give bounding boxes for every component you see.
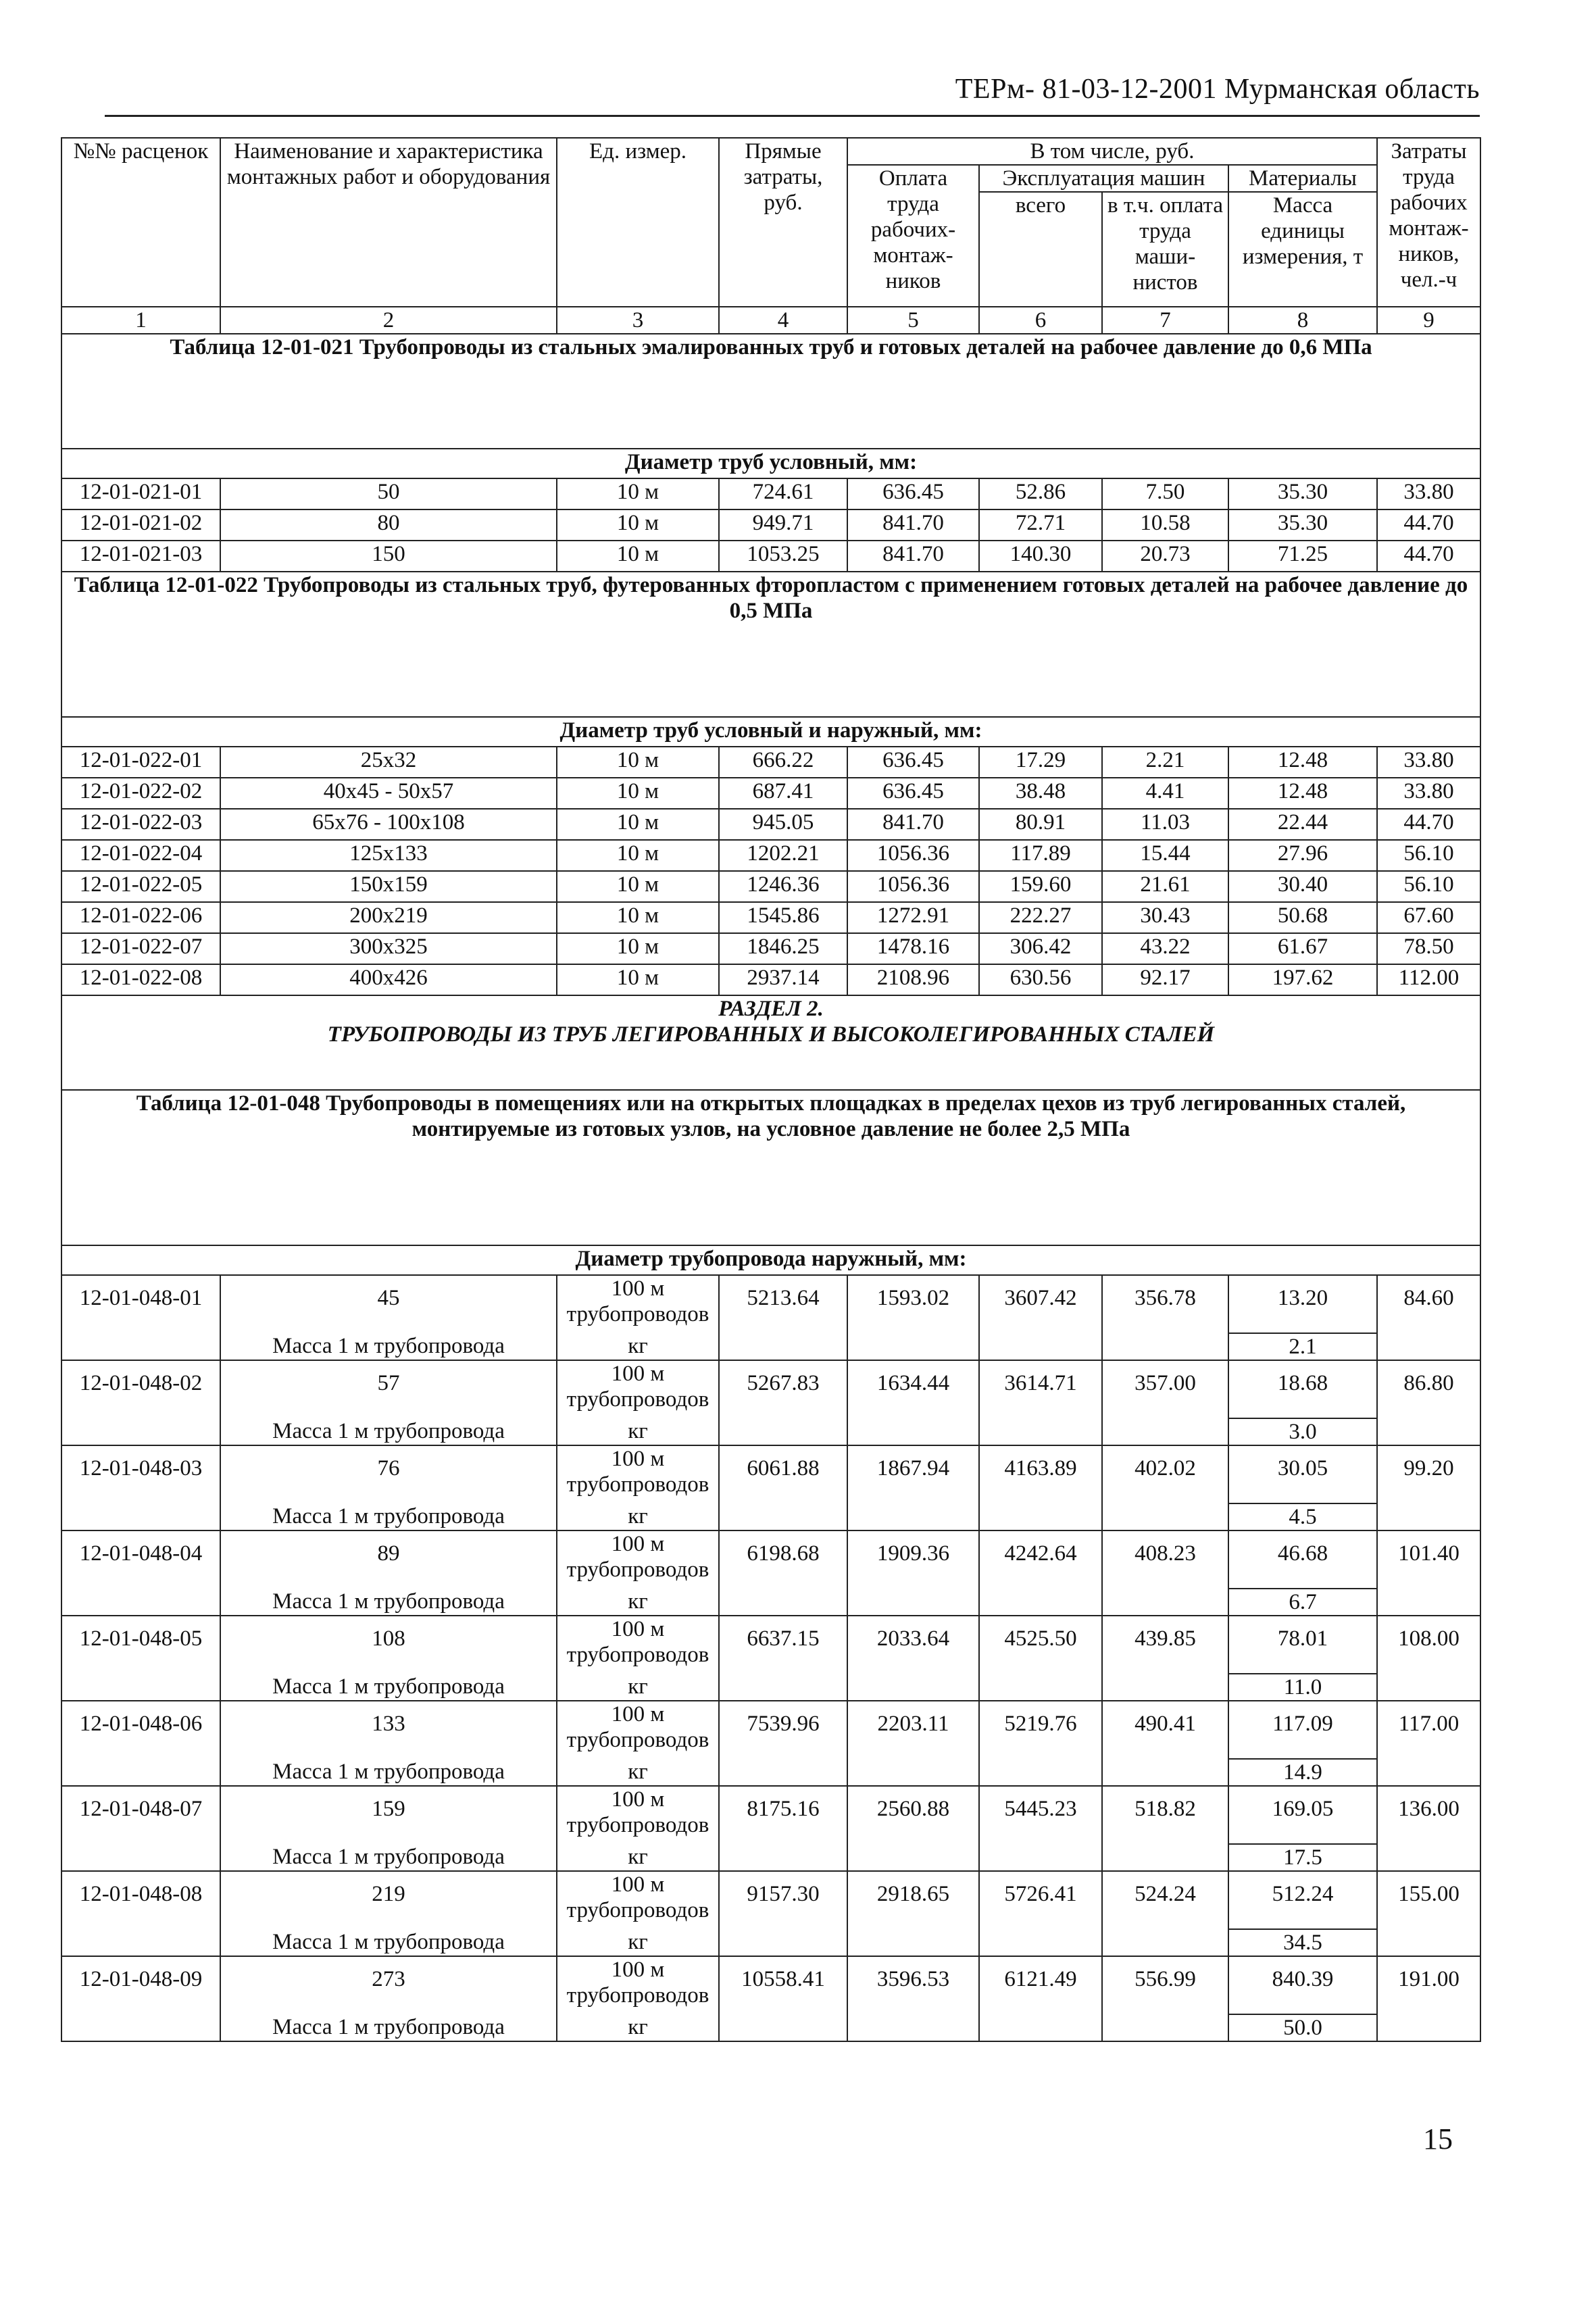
unit: 10 м: [557, 509, 719, 541]
labor-cost: 191.00: [1377, 1956, 1480, 2041]
unit: 100 м трубопроводов: [557, 1956, 719, 2014]
unit: 10 м: [557, 871, 719, 902]
section-subtitle: ТРУБОПРОВОДЫ ИЗ ТРУБ ЛЕГИРОВАННЫХ И ВЫСОКОЛЕГИРОВАННЫХ СТАЛЕЙ: [327, 1022, 1215, 1047]
mass-label: Масса 1 м трубопровода: [220, 1589, 557, 1616]
rate-code: 12-01-048-06: [61, 1701, 220, 1786]
direct-cost: 2937.14: [719, 964, 847, 995]
worker-wages: 1867.94: [847, 1445, 979, 1530]
mass-unit: 30.40: [1228, 871, 1377, 902]
pipe-diameter: 108: [220, 1616, 557, 1674]
unit: 100 м трубопроводов: [557, 1275, 719, 1333]
worker-wages: 636.45: [847, 778, 979, 809]
table-row: [61, 1871, 1480, 1929]
operator-wages: 92.17: [1102, 964, 1228, 995]
table-row: [61, 840, 1480, 871]
mass-unit: 27.96: [1228, 840, 1377, 871]
mass-unit: 512.24: [1228, 1871, 1377, 1929]
header-row-1: [61, 138, 1480, 165]
column-number: 9: [1377, 307, 1480, 334]
worker-wages: 1272.91: [847, 902, 979, 933]
labor-cost: 84.60: [1377, 1275, 1480, 1360]
column-number: 6: [979, 307, 1102, 334]
mass-label: Масса 1 м трубопровода: [220, 1844, 557, 1871]
worker-wages: 1593.02: [847, 1275, 979, 1360]
col-machines-total-header: всего: [979, 192, 1102, 307]
section-row: [61, 995, 1480, 1090]
worker-wages: 1056.36: [847, 840, 979, 871]
operator-wages: 21.61: [1102, 871, 1228, 902]
worker-wages: 636.45: [847, 747, 979, 778]
worker-wages: 2108.96: [847, 964, 979, 995]
pipe-diameter: 133: [220, 1701, 557, 1759]
worker-wages: 2918.65: [847, 1871, 979, 1956]
unit: 100 м трубопроводов: [557, 1871, 719, 1929]
table-row: [61, 778, 1480, 809]
direct-cost: 6198.68: [719, 1530, 847, 1616]
labor-cost: 108.00: [1377, 1616, 1480, 1701]
rate-code: 12-01-021-03: [61, 541, 220, 572]
rate-code: 12-01-048-09: [61, 1956, 220, 2041]
mass-label: Масса 1 м трубопровода: [220, 2014, 557, 2041]
direct-cost: 1053.25: [719, 541, 847, 572]
pipe-diameter: 57: [220, 1360, 557, 1418]
mass-unit-label: кг: [557, 1929, 719, 1956]
operator-wages: 524.24: [1102, 1871, 1228, 1956]
column-number: 5: [847, 307, 979, 334]
unit: 10 м: [557, 902, 719, 933]
direct-cost: 666.22: [719, 747, 847, 778]
mass-unit: 35.30: [1228, 509, 1377, 541]
unit: 100 м трубопроводов: [557, 1701, 719, 1759]
table-row: [61, 933, 1480, 964]
col-mass-header: Масса единицы измерения, т: [1228, 192, 1377, 307]
worker-wages: 1478.16: [847, 933, 979, 964]
pipe-mass: 2.1: [1228, 1333, 1377, 1360]
col-operators-wages-header: в т.ч. оплата труда маши-нистов: [1102, 192, 1228, 307]
unit: 100 м трубопроводов: [557, 1616, 719, 1674]
labor-cost: 33.80: [1377, 778, 1480, 809]
work-name: 50: [220, 478, 557, 509]
direct-cost: 687.41: [719, 778, 847, 809]
mass-unit-label: кг: [557, 1844, 719, 1871]
unit: 10 м: [557, 964, 719, 995]
machines-total: 5726.41: [979, 1871, 1102, 1956]
pipe-mass: 50.0: [1228, 2014, 1377, 2041]
column-number: 7: [1102, 307, 1228, 334]
work-name: 65x76 - 100x108: [220, 809, 557, 840]
mass-unit-label: кг: [557, 1503, 719, 1530]
rate-code: 12-01-048-03: [61, 1445, 220, 1530]
operator-wages: 408.23: [1102, 1530, 1228, 1616]
direct-cost: 1846.25: [719, 933, 847, 964]
labor-cost: 78.50: [1377, 933, 1480, 964]
direct-cost: 5267.83: [719, 1360, 847, 1445]
table-caption-row: [61, 1090, 1480, 1245]
column-number-row: [61, 307, 1480, 334]
rate-code: 12-01-048-05: [61, 1616, 220, 1701]
pipe-mass: 11.0: [1228, 1674, 1377, 1701]
labor-cost: 117.00: [1377, 1701, 1480, 1786]
unit: 10 м: [557, 747, 719, 778]
labor-cost: 56.10: [1377, 871, 1480, 902]
table-row: [61, 1275, 1480, 1333]
operator-wages: 357.00: [1102, 1360, 1228, 1445]
labor-cost: 44.70: [1377, 809, 1480, 840]
rate-code: 12-01-022-05: [61, 871, 220, 902]
mass-unit: 50.68: [1228, 902, 1377, 933]
column-number: 1: [61, 307, 220, 334]
rate-code: 12-01-021-02: [61, 509, 220, 541]
machines-total: 159.60: [979, 871, 1102, 902]
column-number: 3: [557, 307, 719, 334]
mass-unit: 18.68: [1228, 1360, 1377, 1418]
operator-wages: 2.21: [1102, 747, 1228, 778]
section-title: РАЗДЕЛ 2.: [718, 997, 824, 1021]
work-name: 400x426: [220, 964, 557, 995]
pipe-diameter: 76: [220, 1445, 557, 1503]
machines-total: 5219.76: [979, 1701, 1102, 1786]
machines-total: 140.30: [979, 541, 1102, 572]
subheader-row: [61, 1245, 1480, 1275]
mass-unit: 169.05: [1228, 1786, 1377, 1844]
work-name: 200x219: [220, 902, 557, 933]
operator-wages: 356.78: [1102, 1275, 1228, 1360]
labor-cost: 44.70: [1377, 509, 1480, 541]
header-rule: [105, 115, 1480, 117]
mass-unit-label: кг: [557, 1333, 719, 1360]
labor-cost: 44.70: [1377, 541, 1480, 572]
unit: 100 м трубопроводов: [557, 1360, 719, 1418]
price-table: [61, 137, 1481, 2042]
unit: 10 м: [557, 778, 719, 809]
direct-cost: 949.71: [719, 509, 847, 541]
table-row: [61, 1701, 1480, 1759]
subheader-row: [61, 449, 1480, 478]
table-row: [61, 1445, 1480, 1503]
machines-total: 306.42: [979, 933, 1102, 964]
machines-total: 52.86: [979, 478, 1102, 509]
mass-unit-label: кг: [557, 1589, 719, 1616]
work-name: 40x45 - 50x57: [220, 778, 557, 809]
direct-cost: 945.05: [719, 809, 847, 840]
mass-label: Масса 1 м трубопровода: [220, 1674, 557, 1701]
operator-wages: 30.43: [1102, 902, 1228, 933]
operator-wages: 7.50: [1102, 478, 1228, 509]
pipe-mass: 17.5: [1228, 1844, 1377, 1871]
pipe-diameter: 219: [220, 1871, 557, 1929]
worker-wages: 841.70: [847, 509, 979, 541]
mass-unit: 197.62: [1228, 964, 1377, 995]
worker-wages: 841.70: [847, 541, 979, 572]
pipe-mass: 4.5: [1228, 1503, 1377, 1530]
work-name: 125x133: [220, 840, 557, 871]
pipe-diameter: 273: [220, 1956, 557, 2014]
direct-cost: 6061.88: [719, 1445, 847, 1530]
labor-cost: 33.80: [1377, 478, 1480, 509]
mass-unit: 13.20: [1228, 1275, 1377, 1333]
mass-unit: 840.39: [1228, 1956, 1377, 2014]
table-caption-row: [61, 572, 1480, 717]
work-name: 150: [220, 541, 557, 572]
table-row: [61, 1786, 1480, 1844]
table-row: [61, 902, 1480, 933]
table-row: [61, 747, 1480, 778]
machines-total: 117.89: [979, 840, 1102, 871]
subheader: Диаметр труб условный и наружный, мм:: [61, 717, 1480, 747]
mass-unit-label: кг: [557, 2014, 719, 2041]
direct-cost: 1246.36: [719, 871, 847, 902]
mass-unit: 46.68: [1228, 1530, 1377, 1589]
page-number: 15: [1423, 2122, 1453, 2156]
table-row: [61, 809, 1480, 840]
table-row: [61, 478, 1480, 509]
mass-label: Масса 1 м трубопровода: [220, 1759, 557, 1786]
pipe-diameter: 45: [220, 1275, 557, 1333]
operator-wages: 4.41: [1102, 778, 1228, 809]
work-name: 25x32: [220, 747, 557, 778]
rate-code: 12-01-048-07: [61, 1786, 220, 1871]
rate-code: 12-01-022-04: [61, 840, 220, 871]
unit: 10 м: [557, 541, 719, 572]
rate-code: 12-01-022-07: [61, 933, 220, 964]
direct-cost: 5213.64: [719, 1275, 847, 1360]
worker-wages: 636.45: [847, 478, 979, 509]
direct-cost: 6637.15: [719, 1616, 847, 1701]
rate-code: 12-01-021-01: [61, 478, 220, 509]
table-caption-row: [61, 334, 1480, 449]
unit: 10 м: [557, 478, 719, 509]
mass-label: Масса 1 м трубопровода: [220, 1503, 557, 1530]
mass-label: Масса 1 м трубопровода: [220, 1418, 557, 1445]
operator-wages: 15.44: [1102, 840, 1228, 871]
worker-wages: 841.70: [847, 809, 979, 840]
rate-code: 12-01-022-01: [61, 747, 220, 778]
table-row: [61, 964, 1480, 995]
worker-wages: 2033.64: [847, 1616, 979, 1701]
table-row: [61, 1956, 1480, 2014]
col-materials-header: Материалы: [1228, 165, 1377, 192]
pipe-mass: 14.9: [1228, 1759, 1377, 1786]
labor-cost: 155.00: [1377, 1871, 1480, 1956]
mass-unit-label: кг: [557, 1759, 719, 1786]
mass-label: Масса 1 м трубопровода: [220, 1333, 557, 1360]
mass-unit: 35.30: [1228, 478, 1377, 509]
subheader-row: [61, 717, 1480, 747]
machines-total: 5445.23: [979, 1786, 1102, 1871]
column-number: 8: [1228, 307, 1377, 334]
direct-cost: 7539.96: [719, 1701, 847, 1786]
table-caption: Таблица 12-01-048 Трубопроводы в помещениях или на открытых площадках в пределах цехов из труб легированных сталей, монтируемые из готовых узлов, на условное давление не более 2,5 МПа: [61, 1090, 1480, 1245]
machines-total: 80.91: [979, 809, 1102, 840]
column-number: 4: [719, 307, 847, 334]
work-name: 300x325: [220, 933, 557, 964]
operator-wages: 11.03: [1102, 809, 1228, 840]
machines-total: 630.56: [979, 964, 1102, 995]
mass-label: Масса 1 м трубопровода: [220, 1929, 557, 1956]
col-machines-header: Эксплуатация машин: [979, 165, 1228, 192]
unit: 100 м трубопроводов: [557, 1530, 719, 1589]
operator-wages: 518.82: [1102, 1786, 1228, 1871]
direct-cost: 8175.16: [719, 1786, 847, 1871]
table-row: [61, 1616, 1480, 1674]
worker-wages: 1056.36: [847, 871, 979, 902]
col-direct-cost-header: Прямые затраты, руб.: [719, 138, 847, 307]
work-name: 80: [220, 509, 557, 541]
machines-total: 17.29: [979, 747, 1102, 778]
labor-cost: 86.80: [1377, 1360, 1480, 1445]
mass-unit-label: кг: [557, 1418, 719, 1445]
direct-cost: 1545.86: [719, 902, 847, 933]
page-header: ТЕРм- 81-03-12-2001 Мурманская область: [955, 74, 1480, 105]
unit: 10 м: [557, 840, 719, 871]
rate-code: 12-01-022-08: [61, 964, 220, 995]
pipe-mass: 6.7: [1228, 1589, 1377, 1616]
col-name-header: Наименование и характеристика монтажных работ и оборудования: [220, 138, 557, 307]
operator-wages: 439.85: [1102, 1616, 1228, 1701]
table-caption: Таблица 12-01-022 Трубопроводы из стальных труб, футерованных фторопластом с применением готовых деталей на рабочее давление до 0,5 МПа: [61, 572, 1480, 717]
labor-cost: 33.80: [1377, 747, 1480, 778]
operator-wages: 490.41: [1102, 1701, 1228, 1786]
worker-wages: 1909.36: [847, 1530, 979, 1616]
table-row: [61, 541, 1480, 572]
unit: 100 м трубопроводов: [557, 1445, 719, 1503]
machines-total: 72.71: [979, 509, 1102, 541]
unit: 100 м трубопроводов: [557, 1786, 719, 1844]
table-caption: Таблица 12-01-021 Трубопроводы из стальных эмалированных труб и готовых деталей на рабочее давление до 0,6 МПа: [61, 334, 1480, 449]
direct-cost: 1202.21: [719, 840, 847, 871]
pipe-diameter: 89: [220, 1530, 557, 1589]
rate-code: 12-01-022-06: [61, 902, 220, 933]
mass-unit: 78.01: [1228, 1616, 1377, 1674]
operator-wages: 402.02: [1102, 1445, 1228, 1530]
subheader: Диаметр трубопровода наружный, мм:: [61, 1245, 1480, 1275]
machines-total: 4525.50: [979, 1616, 1102, 1701]
unit: 10 м: [557, 933, 719, 964]
machines-total: 3607.42: [979, 1275, 1102, 1360]
mass-unit: 61.67: [1228, 933, 1377, 964]
machines-total: 3614.71: [979, 1360, 1102, 1445]
direct-cost: 9157.30: [719, 1871, 847, 1956]
labor-cost: 99.20: [1377, 1445, 1480, 1530]
rate-code: 12-01-048-02: [61, 1360, 220, 1445]
direct-cost: 10558.41: [719, 1956, 847, 2041]
mass-unit: 12.48: [1228, 747, 1377, 778]
rate-code: 12-01-048-04: [61, 1530, 220, 1616]
operator-wages: 556.99: [1102, 1956, 1228, 2041]
operator-wages: 20.73: [1102, 541, 1228, 572]
labor-cost: 67.60: [1377, 902, 1480, 933]
worker-wages: 2560.88: [847, 1786, 979, 1871]
labor-cost: 101.40: [1377, 1530, 1480, 1616]
mass-unit: 12.48: [1228, 778, 1377, 809]
worker-wages: 3596.53: [847, 1956, 979, 2041]
mass-unit-label: кг: [557, 1674, 719, 1701]
rate-code: 12-01-048-01: [61, 1275, 220, 1360]
col-code-header: №№ расценок: [61, 138, 220, 307]
col-wages-header: Оплата труда рабочих-монтаж-ников: [847, 165, 979, 307]
labor-cost: 136.00: [1377, 1786, 1480, 1871]
mass-unit: 30.05: [1228, 1445, 1377, 1503]
mass-unit: 117.09: [1228, 1701, 1377, 1759]
pipe-diameter: 159: [220, 1786, 557, 1844]
machines-total: 38.48: [979, 778, 1102, 809]
pipe-mass: 34.5: [1228, 1929, 1377, 1956]
machines-total: 4163.89: [979, 1445, 1102, 1530]
labor-cost: 112.00: [1377, 964, 1480, 995]
work-name: 150x159: [220, 871, 557, 902]
section-heading: [61, 995, 1480, 1090]
unit: 10 м: [557, 809, 719, 840]
machines-total: 6121.49: [979, 1956, 1102, 2041]
operator-wages: 43.22: [1102, 933, 1228, 964]
col-unit-header: Ед. измер.: [557, 138, 719, 307]
machines-total: 4242.64: [979, 1530, 1102, 1616]
labor-cost: 56.10: [1377, 840, 1480, 871]
mass-unit: 22.44: [1228, 809, 1377, 840]
table-row: [61, 871, 1480, 902]
machines-total: 222.27: [979, 902, 1102, 933]
table-row: [61, 1360, 1480, 1418]
column-number: 2: [220, 307, 557, 334]
worker-wages: 2203.11: [847, 1701, 979, 1786]
col-labor-header: Затраты труда рабочих монтаж-ников, чел.-ч: [1377, 138, 1480, 307]
rate-code: 12-01-022-02: [61, 778, 220, 809]
pipe-mass: 3.0: [1228, 1418, 1377, 1445]
col-group-header: В том числе, руб.: [847, 138, 1377, 165]
subheader: Диаметр труб условный, мм:: [61, 449, 1480, 478]
table-row: [61, 509, 1480, 541]
rate-code: 12-01-022-03: [61, 809, 220, 840]
mass-unit: 71.25: [1228, 541, 1377, 572]
operator-wages: 10.58: [1102, 509, 1228, 541]
worker-wages: 1634.44: [847, 1360, 979, 1445]
direct-cost: 724.61: [719, 478, 847, 509]
table-row: [61, 1530, 1480, 1589]
rate-code: 12-01-048-08: [61, 1871, 220, 1956]
